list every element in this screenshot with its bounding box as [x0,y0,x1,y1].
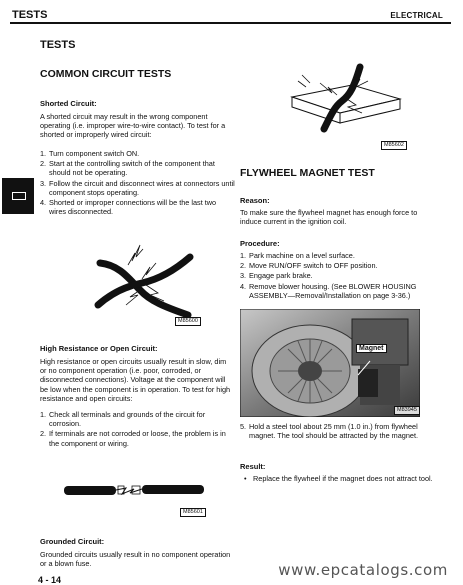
shorted-heading: Shorted Circuit: [40,99,97,108]
result-list [244,474,449,484]
procedure-steps [240,251,445,301]
flywheel-photo [240,309,420,417]
list-item: 1. Turn component switch ON. [40,149,140,158]
grounded-body: Grounded circuits usually result in no component operation or a blown fuse. [40,550,231,569]
list-item: 4. Shorted or improper connections will be the last two wires disconnected. [40,198,217,217]
shorted-body: A shorted circuit may result in the wrong component operating (i.e. improper wire-to-wire contact). To test for a shorted or improperly wired circuit: [40,112,226,140]
list-item: 5. Hold a steel tool about 25 mm (1.0 in.) from flywheel magnet. The tool should be attracted by the magnet. [240,422,419,441]
figure-id-flywheel-photo: M83945 [394,406,420,415]
figure-id-open: M85601 [180,508,206,517]
chapter-tab-marker [2,178,34,214]
list-item: 2. Start at the controlling switch of the component that should not be operating. [40,159,215,178]
common-tests-title: COMMON CIRCUIT TESTS [40,68,172,80]
page-number: 4 - 14 [38,575,62,585]
list-item: 3. Engage park brake. [240,271,313,281]
list-item: 1. Park machine on a level surface. [240,251,355,260]
list-item: • Replace the flywheel if the magnet does not attract tool. [244,474,433,483]
result-heading: Result: [240,462,266,471]
resistance-heading: High Resistance or Open Circuit: [40,344,158,353]
footer-url: www.epcatalogs.com [278,561,448,579]
header-section-label: TESTS [12,9,48,21]
grounded-heading: Grounded Circuit: [40,537,105,546]
figure-id-shorted: M85600 [175,317,201,326]
procedure-step-5 [240,422,445,441]
reason-body: To make sure the flywheel magnet has enough force to induce current in the ignition coil. [240,208,418,227]
open-circuit-wire-illustration [60,476,210,506]
header-chapter-label: ELECTRICAL [390,11,443,20]
list-item: 4. Remove blower housing. (See BLOWER HOUSING ASSEMBLY—Removal/Installation on page 3-36.) [240,281,417,300]
page-title: TESTS [40,39,76,51]
reason-heading: Reason: [240,196,270,205]
grounded-wire-illustration [282,57,412,139]
shorted-wires-illustration [80,235,210,330]
resistance-steps [40,410,235,449]
resistance-body: High resistance or open circuits usually result in slow, dim or no component operation (i.e. poor, corroded, or disconnected connections). Voltage at the component will be low when the component is in operation. To test for high resistance and open circuits: [40,357,231,403]
list-item: 1. Check all terminals and grounds of the circuit for corrosion. [40,410,206,429]
shorted-steps [40,149,235,217]
flywheel-title: FLYWHEEL MAGNET TEST [240,167,375,179]
figure-id-grounded: M85602 [381,141,407,150]
procedure-heading: Procedure: [240,239,280,248]
magnet-callout: Magnet [356,344,387,353]
list-item: 2. If terminals are not corroded or loose, the problem is in the component or wiring. [40,429,226,448]
header-rule [10,22,451,24]
list-item: 2. Move RUN/OFF switch to OFF position. [240,261,378,271]
list-item: 3. Follow the circuit and disconnect wires at connectors until component stops operating. [40,178,235,197]
